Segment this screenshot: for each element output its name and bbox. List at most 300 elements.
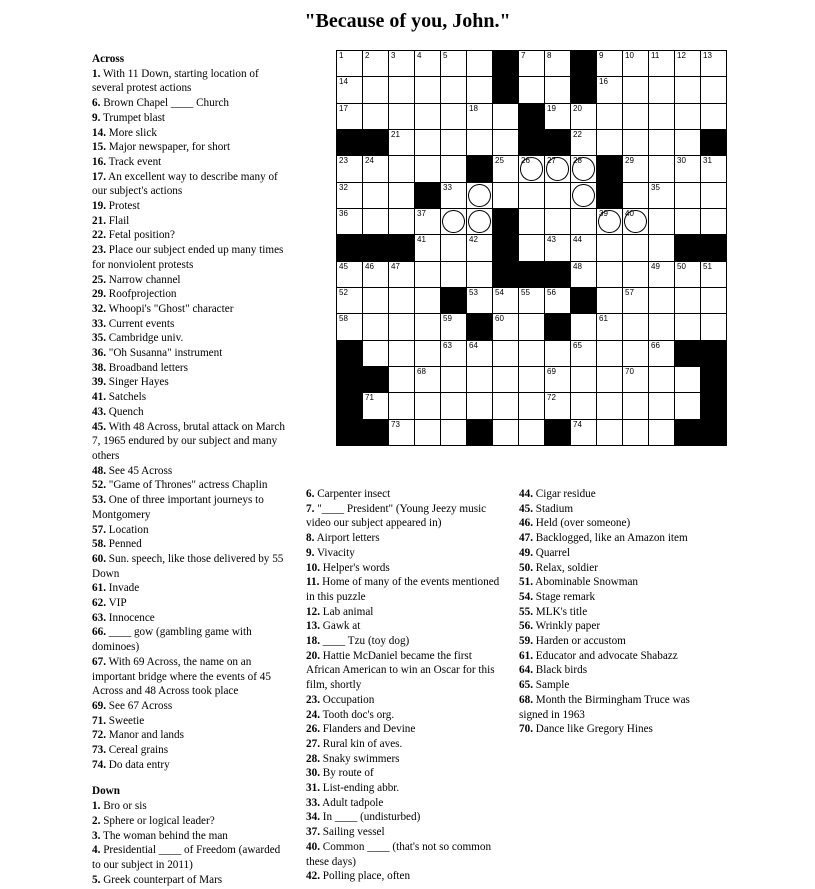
grid-cell[interactable] xyxy=(336,208,363,235)
grid-cell[interactable] xyxy=(466,234,493,261)
grid-cell[interactable] xyxy=(492,340,519,367)
grid-cell[interactable] xyxy=(440,103,467,130)
grid-cell[interactable] xyxy=(440,155,467,182)
grid-cell[interactable] xyxy=(648,366,675,393)
cell-number: 48 xyxy=(573,261,582,271)
grid-cell[interactable] xyxy=(596,340,623,367)
grid-cell[interactable] xyxy=(674,50,701,77)
grid-cell[interactable] xyxy=(518,313,545,340)
clues-column-right xyxy=(519,487,715,737)
grid-cell[interactable] xyxy=(622,261,649,288)
grid-cell[interactable] xyxy=(388,208,415,235)
grid-cell[interactable] xyxy=(544,392,571,419)
clue-number: 23. xyxy=(306,693,320,706)
grid-cell-black xyxy=(700,366,727,393)
grid-cell[interactable] xyxy=(648,419,675,446)
grid-cell[interactable] xyxy=(570,234,597,261)
clue-item xyxy=(519,663,715,678)
cell-number: 69 xyxy=(547,366,556,376)
clue-number: 14. xyxy=(92,126,106,139)
clue-text: Track event xyxy=(105,155,162,168)
grid-cell[interactable] xyxy=(570,103,597,130)
grid-cell[interactable] xyxy=(492,182,519,209)
clue-text: Harden or accustom xyxy=(532,635,626,648)
grid-cell[interactable] xyxy=(440,313,467,340)
grid-cell[interactable] xyxy=(648,313,675,340)
grid-cell[interactable] xyxy=(336,50,363,77)
clue-number: 74. xyxy=(92,758,106,771)
grid-cell[interactable] xyxy=(674,103,701,130)
grid-cell[interactable] xyxy=(440,419,467,446)
grid-cell[interactable] xyxy=(466,76,493,103)
grid-cell[interactable] xyxy=(414,234,441,261)
cell-number: 15 xyxy=(495,77,504,87)
clue-number: 4. xyxy=(92,844,101,857)
circle-mark xyxy=(442,210,465,233)
grid-cell[interactable] xyxy=(544,103,571,130)
grid-cell[interactable] xyxy=(362,340,389,367)
grid-cell[interactable] xyxy=(388,340,415,367)
clue-text: Black birds xyxy=(532,664,588,677)
clue-number: 54. xyxy=(519,590,533,603)
clue-number: 24. xyxy=(306,708,320,721)
clue-item xyxy=(306,708,508,723)
cell-number: 32 xyxy=(339,182,348,192)
cell-number: 73 xyxy=(391,419,400,429)
grid-cell[interactable] xyxy=(700,208,727,235)
grid-cell[interactable] xyxy=(414,50,441,77)
grid-cell[interactable] xyxy=(518,234,545,261)
grid-cell[interactable] xyxy=(440,50,467,77)
spacer xyxy=(92,772,288,784)
grid-cell[interactable] xyxy=(674,182,701,209)
cell-number: 64 xyxy=(469,340,478,350)
clue-text: Cambridge univ. xyxy=(105,332,184,345)
grid-cell[interactable] xyxy=(440,340,467,367)
grid-cell[interactable] xyxy=(518,340,545,367)
grid-cell[interactable] xyxy=(570,261,597,288)
grid-cell[interactable] xyxy=(674,366,701,393)
grid-cell[interactable] xyxy=(388,392,415,419)
clue-number: 33. xyxy=(92,317,106,330)
grid-cell[interactable] xyxy=(466,261,493,288)
clue-number: 47. xyxy=(519,532,533,545)
clue-item xyxy=(306,487,508,502)
clue-number: 11. xyxy=(306,576,320,589)
clue-item xyxy=(306,531,508,546)
clue-item xyxy=(306,737,508,752)
grid-cell[interactable] xyxy=(648,392,675,419)
grid-cell[interactable] xyxy=(492,129,519,156)
grid-cell[interactable] xyxy=(336,155,363,182)
grid-cell[interactable] xyxy=(362,50,389,77)
grid-cell[interactable] xyxy=(414,129,441,156)
cell-number: 5 xyxy=(443,51,448,60)
cell-number: 4 xyxy=(417,51,422,60)
grid-cell[interactable] xyxy=(674,208,701,235)
grid-cell[interactable] xyxy=(388,76,415,103)
grid-cell[interactable] xyxy=(414,261,441,288)
grid-cell[interactable] xyxy=(466,366,493,393)
grid-cell[interactable] xyxy=(674,76,701,103)
clue-number: 42. xyxy=(306,870,320,883)
grid-cell-black xyxy=(336,234,363,261)
clue-text: Fetal position? xyxy=(105,229,175,242)
grid-cell-black xyxy=(492,50,519,77)
grid-cell[interactable] xyxy=(622,366,649,393)
grid-cell[interactable] xyxy=(544,234,571,261)
grid-cell[interactable] xyxy=(388,287,415,314)
grid-cell-black xyxy=(336,340,363,367)
clue-text: Flanders and Devine xyxy=(319,723,416,736)
clue-item xyxy=(519,575,715,590)
grid-cell[interactable] xyxy=(518,287,545,314)
grid-cell[interactable] xyxy=(622,340,649,367)
clue-text: Narrow channel xyxy=(105,273,181,286)
grid-cell[interactable] xyxy=(674,129,701,156)
grid-cell[interactable] xyxy=(388,313,415,340)
grid-cell[interactable] xyxy=(622,103,649,130)
grid-cell[interactable] xyxy=(518,366,545,393)
cell-number: 63 xyxy=(443,340,452,350)
cell-number: 35 xyxy=(651,182,660,192)
grid-cell[interactable] xyxy=(596,208,623,235)
cell-number: 16 xyxy=(599,77,608,87)
grid-cell[interactable] xyxy=(440,234,467,261)
clue-text: Polling place, often xyxy=(319,870,411,883)
cell-number: 58 xyxy=(339,314,348,324)
clue-text: Do data entry xyxy=(105,758,170,771)
grid-cell[interactable] xyxy=(596,419,623,446)
clue-number: 61. xyxy=(92,582,106,595)
clue-number: 40. xyxy=(306,840,320,853)
grid-cell[interactable] xyxy=(440,392,467,419)
grid-cell[interactable] xyxy=(518,392,545,419)
grid-cell-black xyxy=(700,234,727,261)
clue-text: Dance like Gregory Hines xyxy=(532,723,653,736)
grid-cell[interactable] xyxy=(362,208,389,235)
grid-cell[interactable] xyxy=(362,76,389,103)
grid-cell[interactable] xyxy=(492,155,519,182)
grid-cell[interactable] xyxy=(466,129,493,156)
clue-text: Manor and lands xyxy=(105,729,184,742)
clue-item xyxy=(92,829,288,844)
clue-item xyxy=(519,634,715,649)
grid-cell[interactable] xyxy=(648,50,675,77)
grid-cell[interactable] xyxy=(414,366,441,393)
grid-cell[interactable] xyxy=(518,419,545,446)
grid-cell[interactable] xyxy=(388,50,415,77)
clue-text: Adult tadpole xyxy=(319,796,384,809)
clue-number: 8. xyxy=(306,532,315,545)
grid-cell[interactable] xyxy=(492,419,519,446)
clue-number: 10. xyxy=(306,561,320,574)
grid-cell[interactable] xyxy=(440,261,467,288)
grid-cell[interactable] xyxy=(622,392,649,419)
grid-cell[interactable] xyxy=(466,182,493,209)
clue-number: 64. xyxy=(519,664,533,677)
clue-text: Sphere or logical leader? xyxy=(100,814,215,827)
cell-number: 14 xyxy=(339,77,348,87)
grid-cell[interactable] xyxy=(648,234,675,261)
grid-cell[interactable] xyxy=(648,155,675,182)
clue-number: 15. xyxy=(92,141,106,154)
clue-number: 30. xyxy=(306,767,320,780)
clue-number: 1. xyxy=(92,67,101,80)
grid-cell[interactable] xyxy=(336,76,363,103)
cell-number: 29 xyxy=(625,156,634,166)
crossword-grid xyxy=(336,50,726,445)
grid-cell[interactable] xyxy=(700,313,727,340)
grid-cell[interactable] xyxy=(518,50,545,77)
puzzle-title: "Because of you, John." xyxy=(304,10,511,32)
grid-cell[interactable] xyxy=(570,392,597,419)
grid-cell[interactable] xyxy=(648,182,675,209)
grid-cell[interactable] xyxy=(700,76,727,103)
grid-cell[interactable] xyxy=(388,366,415,393)
grid-cell[interactable] xyxy=(648,340,675,367)
grid-cell[interactable] xyxy=(700,50,727,77)
grid-cell-black xyxy=(466,419,493,446)
grid-cell[interactable] xyxy=(648,103,675,130)
grid-cell[interactable] xyxy=(570,182,597,209)
grid-cell-black xyxy=(362,129,389,156)
grid-cell[interactable] xyxy=(414,392,441,419)
grid-cell[interactable] xyxy=(596,261,623,288)
cell-number: 30 xyxy=(677,156,686,166)
grid-cell[interactable] xyxy=(518,155,545,182)
grid-cell[interactable] xyxy=(336,287,363,314)
grid-cell[interactable] xyxy=(518,182,545,209)
grid-cell-black xyxy=(362,419,389,446)
grid-cell[interactable] xyxy=(414,76,441,103)
grid-cell[interactable] xyxy=(440,366,467,393)
grid-cell[interactable] xyxy=(336,313,363,340)
grid-cell[interactable] xyxy=(544,76,571,103)
clue-text: Singer Hayes xyxy=(105,376,169,389)
grid-cell[interactable] xyxy=(414,340,441,367)
grid-cell[interactable] xyxy=(362,313,389,340)
grid-cell[interactable] xyxy=(674,261,701,288)
grid-cell[interactable] xyxy=(362,261,389,288)
grid-cell[interactable] xyxy=(336,261,363,288)
clue-number: 59. xyxy=(519,635,533,648)
grid-cell[interactable] xyxy=(544,287,571,314)
grid-cell[interactable] xyxy=(570,419,597,446)
grid-cell[interactable] xyxy=(492,313,519,340)
clue-number: 67. xyxy=(92,655,106,668)
grid-cell[interactable] xyxy=(570,340,597,367)
grid-cell[interactable] xyxy=(648,208,675,235)
grid-cell[interactable] xyxy=(700,182,727,209)
clue-item xyxy=(306,649,508,693)
clue-item xyxy=(306,693,508,708)
clue-text: See 45 Across xyxy=(105,464,173,477)
grid-cell[interactable] xyxy=(674,287,701,314)
grid-cell[interactable] xyxy=(596,287,623,314)
grid-cell[interactable] xyxy=(414,103,441,130)
grid-cell[interactable] xyxy=(336,103,363,130)
clue-number: 31. xyxy=(306,782,320,795)
clue-item xyxy=(306,722,508,737)
grid-cell[interactable] xyxy=(674,155,701,182)
clue-number: 18. xyxy=(306,635,320,648)
grid-cell[interactable] xyxy=(570,155,597,182)
clue-text: Carpenter insect xyxy=(314,488,391,500)
grid-cell[interactable] xyxy=(362,287,389,314)
grid-cell[interactable] xyxy=(388,419,415,446)
grid-cell[interactable] xyxy=(596,129,623,156)
grid-cell[interactable] xyxy=(596,313,623,340)
clue-item xyxy=(306,796,508,811)
grid-cell[interactable] xyxy=(414,287,441,314)
grid-cell[interactable] xyxy=(648,287,675,314)
grid-cell[interactable] xyxy=(570,313,597,340)
grid-cell[interactable] xyxy=(622,313,649,340)
grid-cell[interactable] xyxy=(440,208,467,235)
clue-number: 2. xyxy=(92,814,101,827)
clue-text: An excellent way to describe many of our subject's actions xyxy=(92,170,278,198)
clue-item xyxy=(92,111,288,126)
grid-cell[interactable] xyxy=(648,129,675,156)
clue-text: "Oh Susanna" instrument xyxy=(105,347,223,360)
grid-cell[interactable] xyxy=(700,261,727,288)
cell-number: 41 xyxy=(417,235,426,245)
grid-cell[interactable] xyxy=(466,50,493,77)
grid-cell[interactable] xyxy=(518,76,545,103)
cell-number: 25 xyxy=(495,156,504,166)
grid-cell[interactable] xyxy=(674,392,701,419)
grid-cell[interactable] xyxy=(622,287,649,314)
cell-number: 38 xyxy=(495,208,504,218)
grid-cell[interactable] xyxy=(466,340,493,367)
clue-text: Current events xyxy=(105,317,175,330)
grid-cell[interactable] xyxy=(414,208,441,235)
grid-cell[interactable] xyxy=(648,76,675,103)
clue-item xyxy=(306,869,508,884)
grid-cell[interactable] xyxy=(362,392,389,419)
grid-cell[interactable] xyxy=(544,182,571,209)
clue-text: Innocence xyxy=(105,611,155,624)
grid-cell[interactable] xyxy=(596,234,623,261)
clue-number: 33. xyxy=(306,796,320,809)
clue-number: 29. xyxy=(92,288,106,301)
grid-cell[interactable] xyxy=(466,392,493,419)
cell-number: 7 xyxy=(521,51,526,60)
grid-cell[interactable] xyxy=(492,366,519,393)
grid-cell[interactable] xyxy=(362,155,389,182)
grid-cell[interactable] xyxy=(622,76,649,103)
grid-cell[interactable] xyxy=(440,129,467,156)
grid-cell-black xyxy=(336,392,363,419)
clue-text: One of three important journeys to Montgomery xyxy=(92,494,264,521)
grid-cell[interactable] xyxy=(544,340,571,367)
grid-cell[interactable] xyxy=(518,208,545,235)
clues-column-middle xyxy=(306,487,508,884)
grid-cell[interactable] xyxy=(596,366,623,393)
circle-mark xyxy=(572,184,595,207)
grid-cell[interactable] xyxy=(700,155,727,182)
grid-cell[interactable] xyxy=(388,182,415,209)
grid-cell[interactable] xyxy=(414,419,441,446)
grid-cell[interactable] xyxy=(440,76,467,103)
grid-cell[interactable] xyxy=(492,392,519,419)
grid-cell[interactable] xyxy=(336,182,363,209)
grid-cell-black xyxy=(362,234,389,261)
grid-cell[interactable] xyxy=(544,155,571,182)
cell-number: 47 xyxy=(391,261,400,271)
grid-cell[interactable] xyxy=(544,208,571,235)
clue-number: 65. xyxy=(519,679,533,692)
grid-cell[interactable] xyxy=(622,419,649,446)
clue-number: 56. xyxy=(519,620,533,633)
cell-number: 67 xyxy=(365,366,374,376)
clue-number: 5. xyxy=(92,873,101,886)
grid-cell[interactable] xyxy=(570,129,597,156)
grid-cell[interactable] xyxy=(414,313,441,340)
cell-number: 10 xyxy=(625,51,634,60)
grid-cell[interactable] xyxy=(492,287,519,314)
grid-cell[interactable] xyxy=(622,208,649,235)
cell-number: 33 xyxy=(443,182,452,192)
cell-number: 37 xyxy=(417,208,426,218)
grid-cell[interactable] xyxy=(622,129,649,156)
grid-cell[interactable] xyxy=(648,261,675,288)
grid-cell[interactable] xyxy=(622,50,649,77)
grid-cell[interactable] xyxy=(388,129,415,156)
cell-number: 70 xyxy=(625,366,634,376)
grid-cell[interactable] xyxy=(492,103,519,130)
grid-cell[interactable] xyxy=(544,366,571,393)
grid-cell[interactable] xyxy=(622,182,649,209)
grid-cell[interactable] xyxy=(596,50,623,77)
cell-number: 3 xyxy=(391,51,396,60)
clue-text: Snaky swimmers xyxy=(319,752,400,765)
clue-item xyxy=(306,840,508,869)
grid-cell[interactable] xyxy=(388,261,415,288)
clue-number: 50. xyxy=(519,561,533,574)
grid-cell[interactable] xyxy=(466,103,493,130)
grid-cell[interactable] xyxy=(544,50,571,77)
grid-cell[interactable] xyxy=(414,155,441,182)
grid-cell[interactable] xyxy=(388,103,415,130)
grid-cell[interactable] xyxy=(570,366,597,393)
grid-cell[interactable] xyxy=(596,103,623,130)
clue-item xyxy=(519,546,715,561)
grid-cell[interactable] xyxy=(362,182,389,209)
grid-cell[interactable] xyxy=(622,234,649,261)
grid-cell-black xyxy=(492,208,519,235)
grid-cell[interactable] xyxy=(466,287,493,314)
grid-cell[interactable] xyxy=(466,208,493,235)
grid-cell-black xyxy=(544,419,571,446)
grid-cell[interactable] xyxy=(674,313,701,340)
grid-cell[interactable] xyxy=(700,103,727,130)
clues-column-left xyxy=(92,52,288,887)
clue-item xyxy=(306,752,508,767)
grid-cell[interactable] xyxy=(700,287,727,314)
grid-cell[interactable] xyxy=(388,155,415,182)
cell-number: 12 xyxy=(677,51,686,60)
grid-cell[interactable] xyxy=(362,103,389,130)
clue-number: 55. xyxy=(519,605,533,618)
grid-cell[interactable] xyxy=(622,155,649,182)
grid-cell[interactable] xyxy=(440,182,467,209)
clue-text: Held (over someone) xyxy=(532,517,631,530)
grid-cell[interactable] xyxy=(596,392,623,419)
grid-cell[interactable] xyxy=(570,208,597,235)
grid-cell[interactable] xyxy=(596,76,623,103)
